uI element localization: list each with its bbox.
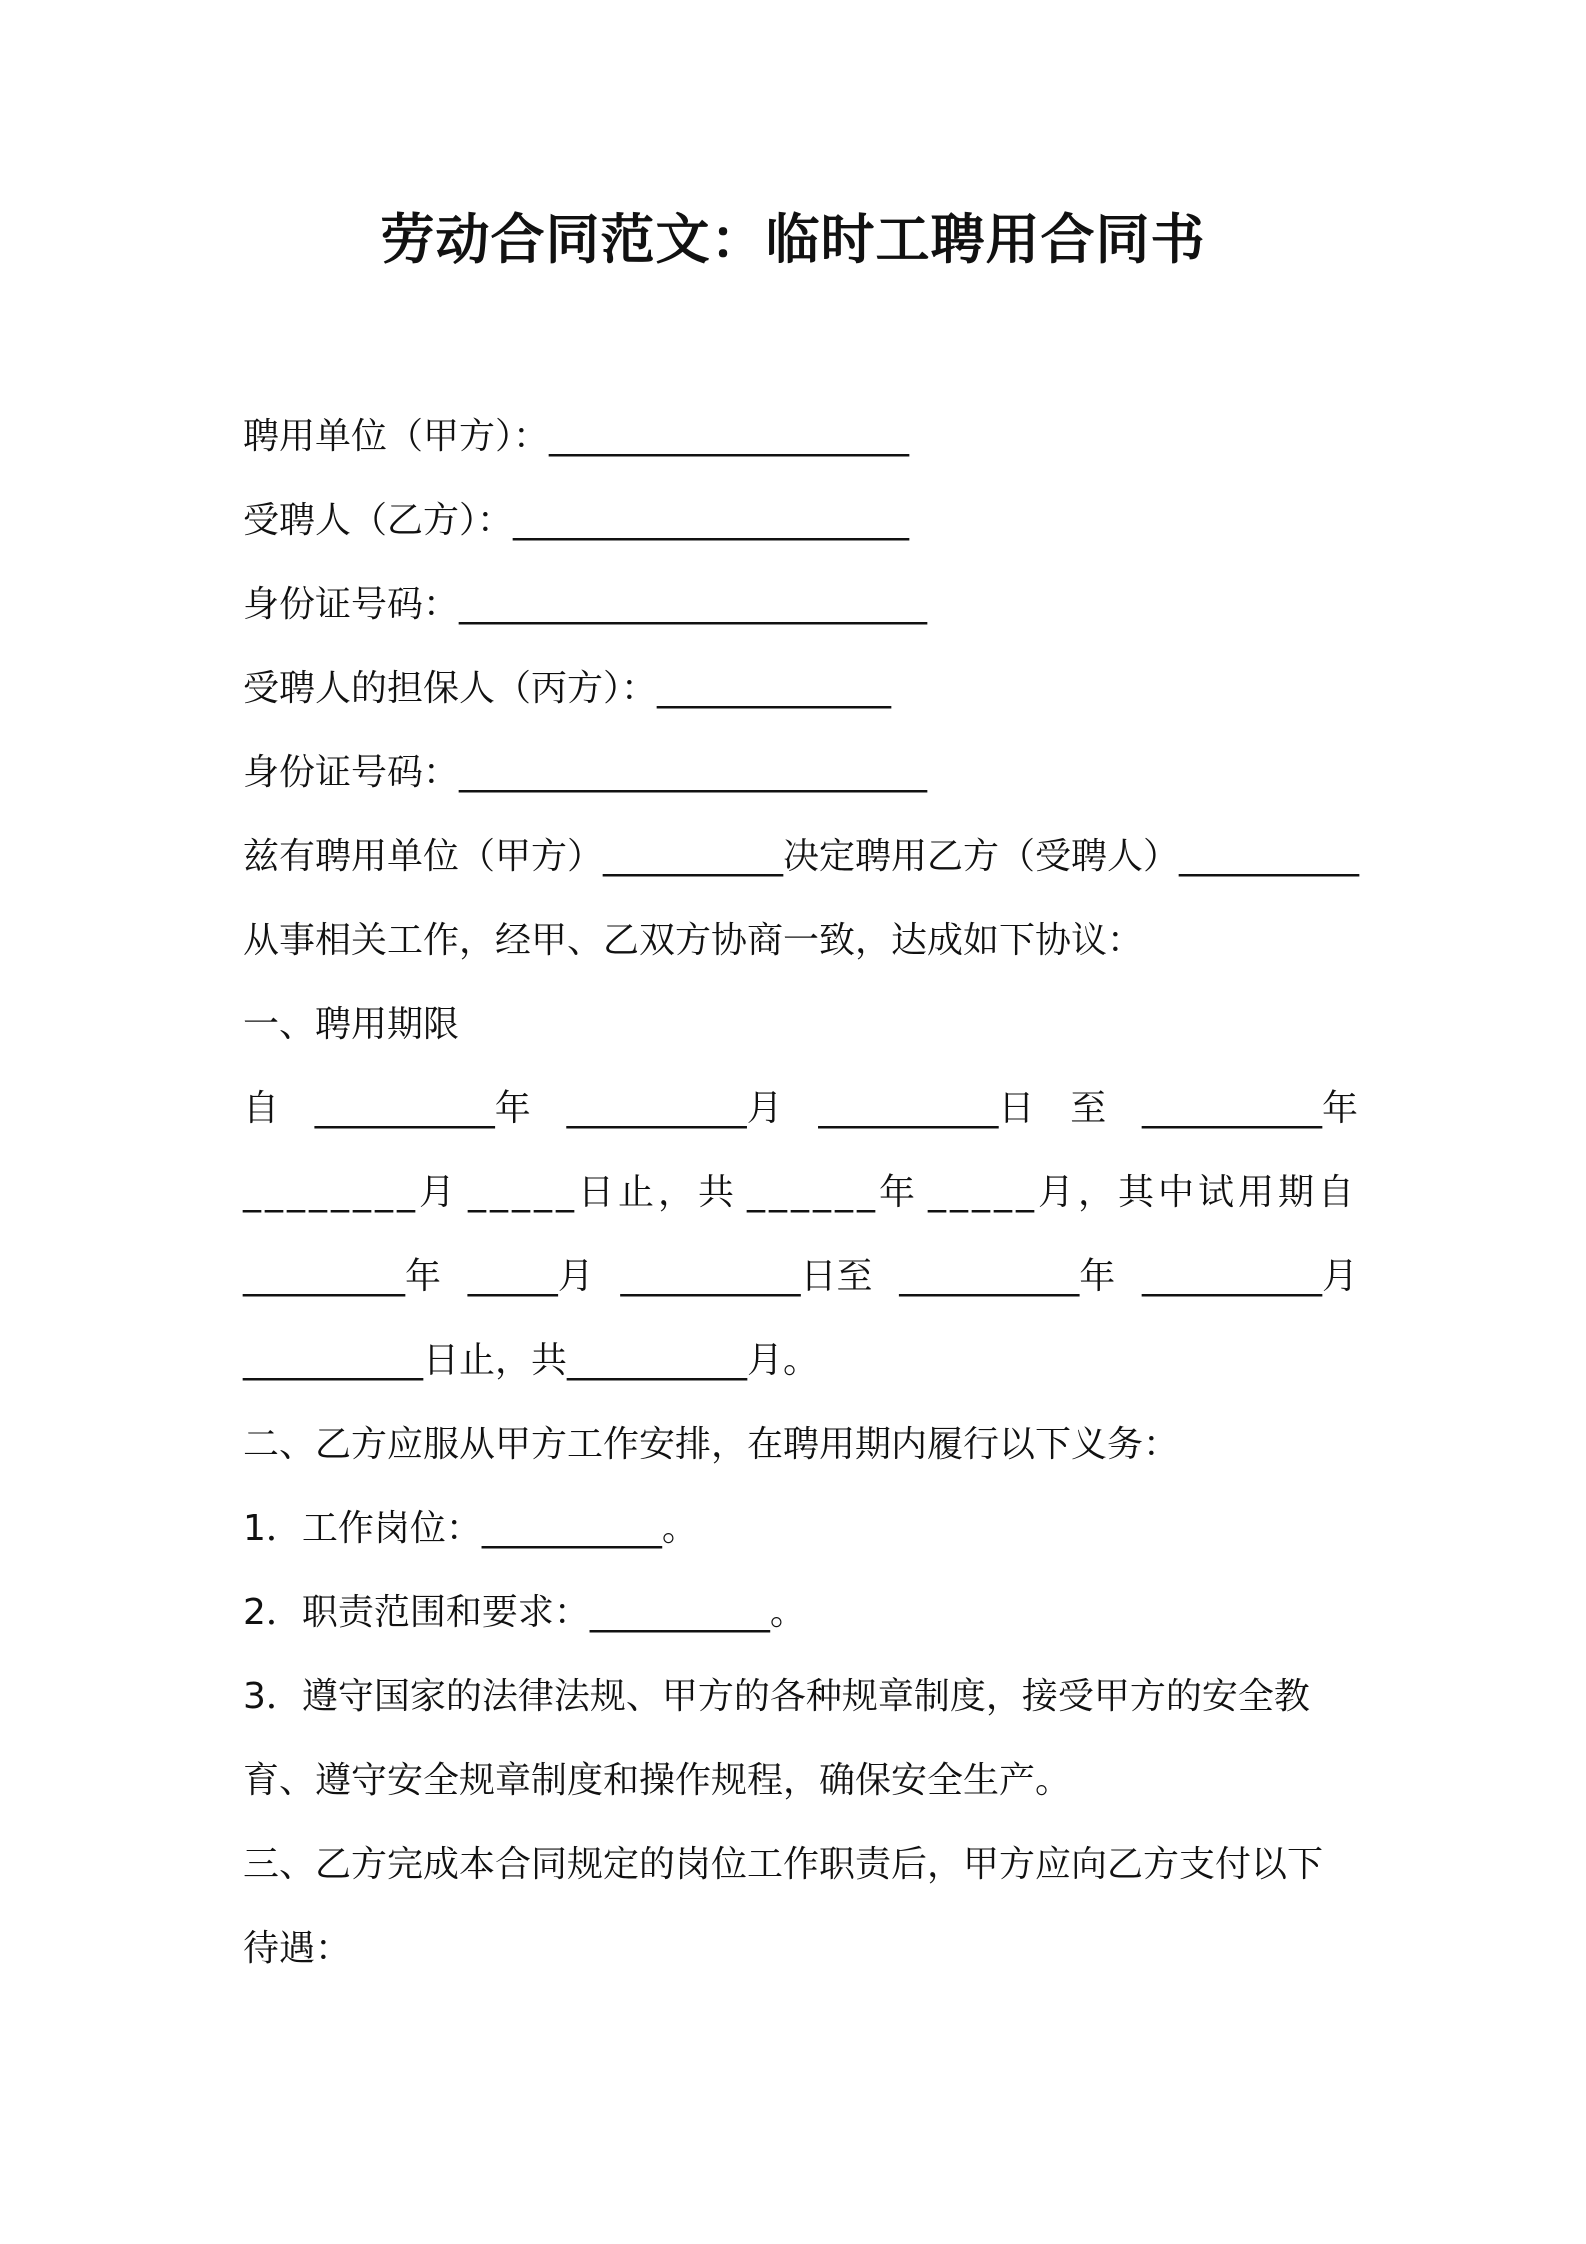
section1-line1-part: __________日 [818, 1088, 1035, 1129]
section2-item-3-line-2: 育、遵守安全规章制度和操作规程，确保安全生产。 [243, 1760, 1072, 1801]
employee-id-field: 身份证号码：__________________________ [243, 584, 928, 625]
intro-line-2: 从事相关工作，经甲、乙双方协商一致，达成如下协议： [243, 920, 1144, 961]
section1-line-3 [243, 1251, 1358, 1303]
section1-line3-part: _____月 [467, 1256, 594, 1297]
section1-line1-part: __________月 [566, 1088, 783, 1129]
section1-line1-part: 自 [243, 1088, 280, 1129]
section1-line1-part: 至 [1070, 1088, 1107, 1129]
section2-item-1: 1．工作岗位：__________。 [243, 1508, 698, 1549]
section1-line3-part: __________年 [899, 1256, 1116, 1297]
guarantor-field: 受聘人的担保人（丙方）：_____________ [243, 668, 892, 709]
section1-line2-part: _____月，其中试用期自 [927, 1172, 1358, 1213]
section3-heading-line-2: 待遇： [243, 1928, 352, 1969]
intro-line-1: 兹有聘用单位（甲方）__________决定聘用乙方（受聘人）__________ [243, 836, 1360, 877]
employee-field: 受聘人（乙方）：______________________ [243, 500, 910, 541]
section2-item-3-line-1: 3．遵守国家的法律法规、甲方的各种规章制度，接受甲方的安全教 [243, 1676, 1310, 1717]
section1-line3-part: _________年 [243, 1256, 442, 1297]
section1-heading: 一、聘用期限 [243, 1004, 460, 1045]
section1-line2-part: _____日止，共 [467, 1172, 738, 1213]
section1-line-2 [243, 1167, 1358, 1219]
section1-line3-part: __________月 [1141, 1256, 1358, 1297]
section1-line2-part: ________月 [243, 1172, 460, 1213]
document-title: 劳动合同范文：临时工聘用合同书 [380, 208, 1206, 271]
section1-line2-part: ______年 [746, 1172, 919, 1213]
section2-heading: 二、乙方应服从甲方工作安排，在聘用期内履行以下义务： [243, 1424, 1180, 1465]
section1-line3-part: __________日至 [620, 1256, 873, 1297]
section1-line-4: __________日止，共__________月。 [243, 1340, 820, 1381]
section2-item-2: 2．职责范围和要求：__________。 [243, 1592, 806, 1633]
section1-line-1 [243, 1083, 1358, 1135]
guarantor-id-field: 身份证号码：__________________________ [243, 752, 928, 793]
section1-line1-part: __________年 [1141, 1088, 1358, 1129]
section1-line1-part: __________年 [314, 1088, 531, 1129]
employer-field: 聘用单位（甲方）：____________________ [243, 416, 910, 457]
section3-heading-line-1: 三、乙方完成本合同规定的岗位工作职责后，甲方应向乙方支付以下 [243, 1844, 1324, 1885]
